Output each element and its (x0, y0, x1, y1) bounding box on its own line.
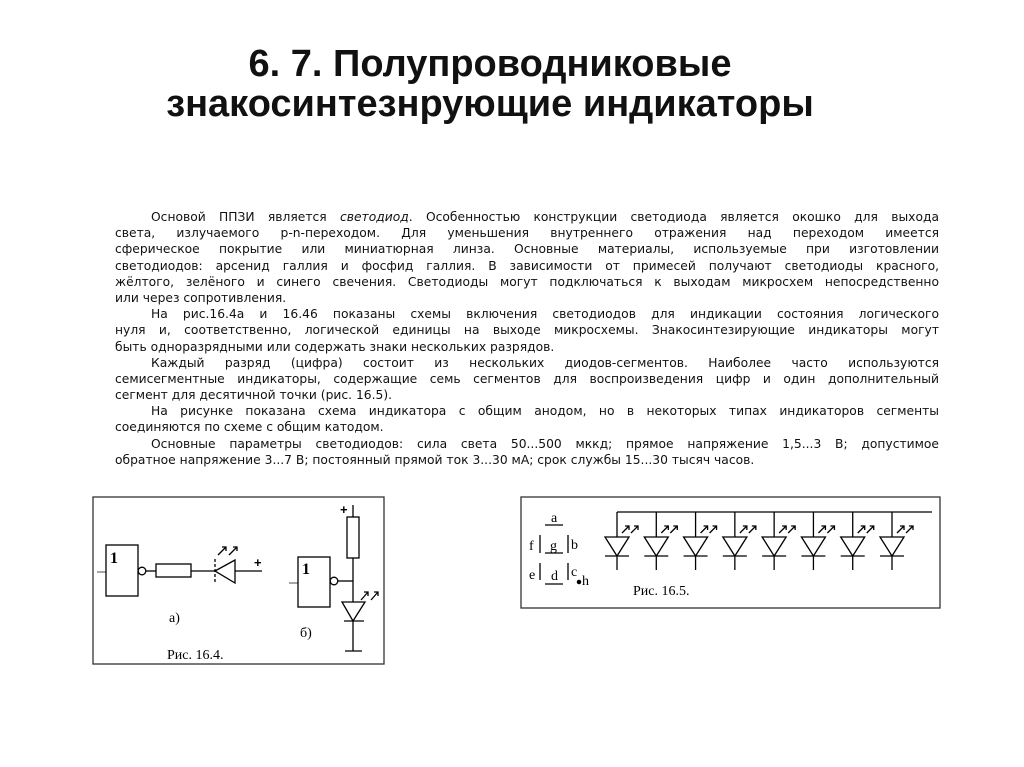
led-b (342, 602, 365, 621)
paragraph-line: жёлтого, зелёного и синего свечения. Светодиоды могут подключаться к выходам микросхем непосредственно (115, 274, 939, 289)
slide-title-line-1: 6. 7. Полупроводниковые (248, 43, 732, 85)
paragraph-line: На рис.16.4а и 16.46 показаны схемы включения светодиодов для индикации состояния логического (151, 307, 939, 322)
paragraph-line: сегмент для десятичной точки (рис. 16.5). (115, 388, 393, 403)
led-segment-diode (801, 512, 834, 570)
paragraph-line: обратное напряжение 3...7 В; постоянный прямой ток 3...30 мА; срок службы 15...30 тысяч часов. (115, 452, 755, 467)
led-segment-diode (841, 512, 874, 570)
slide-title-line-2: знакосинтезнрующие индикаторы (166, 83, 814, 125)
led-a (215, 560, 235, 583)
paragraph-line: нуля и, соответственно, логической единицы на выходе микросхемы. Знакосинтезирующие индикаторы могут (115, 323, 939, 338)
led-segment-diode (723, 512, 756, 570)
segment-d: d (551, 569, 558, 584)
segment-a: a (551, 511, 558, 526)
led-segment-diode (684, 512, 717, 570)
label-b: б) (300, 626, 312, 641)
paragraph-line: На рисунке показана схема индикатора с общим анодом, но в некоторых типах индикаторов сегменты (151, 404, 939, 419)
segment-g: g (550, 539, 557, 554)
segment-c: c (571, 565, 578, 580)
resistor-a (156, 564, 191, 577)
paragraph-line: семисегментные индикаторы, содержащие семь сегментов для воспроизведения цифр и один дополнительный (115, 371, 939, 386)
label-a: а) (169, 611, 180, 626)
figure-caption-16-5: Рис. 16.5. (633, 584, 690, 599)
paragraph-line: соединяются по схеме с общим катодом. (115, 420, 384, 435)
inverter-bubble (138, 567, 146, 575)
emphasized-term: светодиод (339, 210, 409, 224)
gate-label-b: 1 (302, 561, 310, 578)
segment-b: b (571, 538, 578, 553)
figure-frame (521, 497, 940, 608)
led-segment-diode (880, 512, 913, 570)
paragraph-line: светодиодов: арсенид галлия и фосфид галлия. В зависимости от примесей получают светодиоды красного, (115, 258, 939, 273)
led-segment-diode (605, 512, 638, 570)
led-segment-diode (762, 512, 795, 570)
paragraph-line: сферическое покрытие или миниатюрная линза. Основные материалы, используемые при изготовлении (115, 242, 939, 257)
figure-caption-16-4: Рис. 16.4. (167, 648, 224, 663)
text-run: Основой ППЗИ является (151, 210, 340, 224)
figure-16-4 (93, 497, 384, 664)
led-segment-diode (644, 512, 677, 570)
resistor-b (347, 517, 359, 558)
plus-label-b: + (340, 502, 348, 517)
segment-h: h (582, 574, 589, 589)
paragraph-line: света, излучаемого p-n-переходом. Для уменьшения внутреннего отражения над переходом имеется (115, 226, 939, 241)
paragraph-line: быть одноразрядными или содержать знаки нескольких разрядов. (115, 339, 555, 354)
segment-e: e (529, 568, 536, 583)
segment-f: f (529, 539, 534, 554)
paragraph-line: или через сопротивления. (115, 290, 287, 305)
paragraph-line: Каждый разряд (цифра) состоит из нескольких диодов-сегментов. Наиболее часто используются (151, 355, 939, 370)
gate-label-a: 1 (110, 550, 118, 567)
text-run: . Особенностью конструкции светодиода является окошко для выхода (408, 210, 940, 224)
plus-label-a: + (254, 555, 262, 570)
paragraph-line: Основные параметры светодиодов: сила света 50...500 мккд; прямое напряжение 1,5...3 В; допустимое (151, 436, 939, 451)
figure-16-5 (521, 497, 940, 608)
